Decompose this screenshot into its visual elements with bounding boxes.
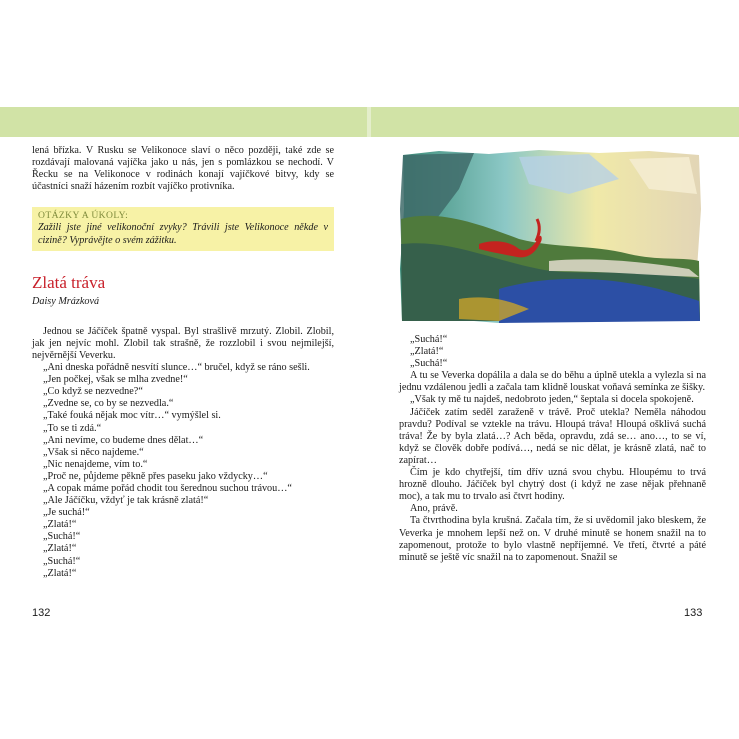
dialogue-line: „Suchá!“ — [410, 334, 448, 345]
author: Daisy Mrázková — [32, 295, 100, 307]
story-paragraph: Ta čtvrthodina byla krušná. Začala tím, že si uvědomil jako bleskem, že Veverka je mnohem lepší než on. V druhé minutě se honem snažil na to zapomenout, protože to bylo vlastně nepříjemné. Ve třetí, čtvrté a páté minutě se ještě víc snažil na to zapomenout. Snažil se — [399, 515, 706, 563]
dialogue-line: „Je suchá!“ — [43, 507, 90, 519]
dialogue-line: „To se ti zdá.“ — [43, 422, 102, 434]
story-title: Zlatá tráva — [32, 272, 106, 292]
dialogue-line: „Ani nevíme, co budeme dnes dělat…“ — [43, 434, 204, 446]
header-band-left — [0, 107, 367, 137]
questions-title: OTÁZKY A ÚKOLY: — [38, 210, 129, 222]
header-band-right — [371, 107, 739, 137]
dialogue-line: „Zvedne se, co by se nezvedla.“ — [43, 398, 174, 410]
dialogue-line: „Suchá!“ — [410, 358, 448, 370]
dialogue-line: „Suchá!“ — [43, 555, 81, 567]
right-page — [399, 334, 706, 564]
dialogue-line: „Co když se nezvedne?“ — [43, 386, 143, 398]
dialogue-line: „Jen počkej, však se mlha zvedne!“ — [43, 374, 188, 386]
dialogue-line: „Zlatá!“ — [43, 519, 77, 531]
story-paragraph: Ano, právě. — [410, 503, 458, 515]
dialogue-line: „Zlatá!“ — [43, 543, 77, 555]
left-page — [32, 145, 334, 580]
painted-landscape-illustration — [399, 149, 703, 324]
questions-text: Zažili jste jiné velikonoční zvyky? Trávili jste Velikonoce někde v cizině? Vyprávějte o svém zážitku. — [38, 222, 328, 246]
dialogue-line: „Proč ne, půjdeme pěkně přes paseku jako vždycky…“ — [43, 470, 268, 482]
page-number-left: 132 — [32, 607, 51, 619]
dialogue-line: „Nic nenajdeme, vím to.“ — [43, 458, 148, 470]
story-paragraph: Jáčíček zatím seděl zaraženě v trávě. Proč utekla? Neměla náhodou pravdu? Podíval se vztekle na trávu. Hloupá tráva! Hloupá ošklivá suchá tráva! Že by byla zlatá…? Ach běda, opravdu, zdá se… ano…, to se ví, když se člověk dobře podívá…, nedá se nic dělat, je krásně zlatá, nač to zapírat… — [399, 406, 706, 466]
dialogue-line: „Ani dneska pořádně nesvítí slunce…“ bručel, když se ráno sešli. — [43, 362, 310, 374]
dialogue-line: „Suchá!“ — [43, 531, 81, 543]
dialogue-line: „Zlatá!“ — [43, 567, 77, 579]
page-number-right: 133 — [684, 607, 703, 619]
questions-box — [32, 207, 334, 250]
dialogue-line: „A copak máme pořád chodit tou šerednou suchou trávou…“ — [43, 482, 292, 494]
painted-landscape-with-squirrel-icon — [399, 149, 703, 324]
dialogue-line: „Však si něco najdeme.“ — [43, 446, 144, 458]
left-dialogue — [32, 362, 334, 580]
dialogue-line: „Ale Jáčíčku, vždyť je tak krásně zlatá!“ — [43, 495, 209, 507]
dialogue-line: „Také fouká nějak moc vítr…“ vymýšlel si. — [43, 410, 221, 422]
story-paragraph: „Však ty mě tu najdeš, nedobroto jeden,“ šeptala si docela spokojeně. — [410, 394, 694, 406]
story-paragraph: Jednou se Jáčíček špatně vyspal. Byl strašlivě mrzutý. Zlobil. Zlobil, jak jen nejvíc mohl. Zlobil tak strašně, že rozzlobil i svou nejmilejší, nejvěrnější Veverku. — [32, 325, 334, 361]
dialogue-line: „Zlatá!“ — [410, 346, 444, 358]
intro-paragraph: lená břízka. V Rusku se Velikonoce slaví o něco později, také zde se rozdávají malovaná vajíčka jako u nás, jen s pomlázkou se nechodí. V Řecku se na Velikonoce v rodinách konají vajíčkové bitvy, kdy se účastníci snaží házením rozbít vajíčko protivníka. — [32, 145, 334, 193]
story-paragraph: A tu se Veverka dopálila a dala se do běhu a úplně utekla a vylezla si na jednu vzdálenou jedli a začala tam klidně louskat voňavá semínka ze šišky. — [399, 370, 706, 394]
story-paragraph: Čím je kdo chytřejší, tím dřív uzná svou chybu. Hloupému to trvá hrozně dlouho. Jáčíček byl chytrý dost (i když ne zase nějak přehnaně moc), a tak mu to trvalo asi čtvrt hodiny. — [399, 467, 706, 503]
